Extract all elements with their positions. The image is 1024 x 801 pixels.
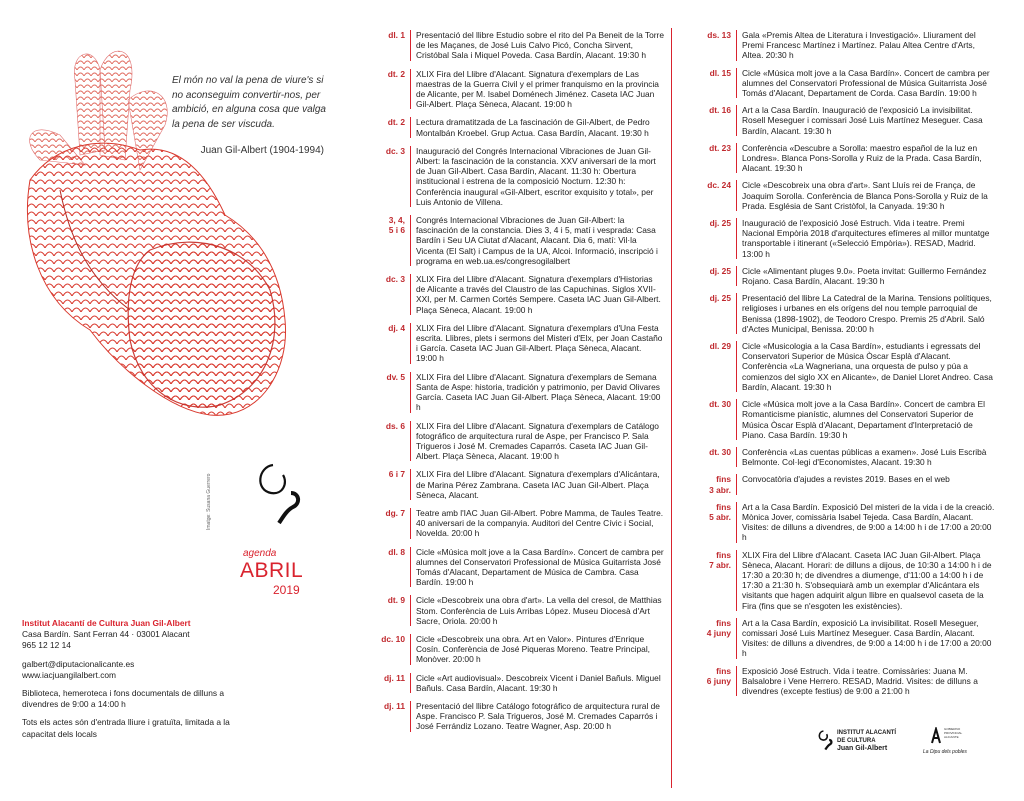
event-row — [678, 666, 996, 697]
entry-note: Tots els actes són d'entrada lliure i gratuïta, limitada a la capacitat dels locals — [22, 717, 230, 739]
event-row — [352, 547, 664, 588]
event-text: Art a la Casa Bardín. Exposició Del misteri de la vida i de la creació. Mònica Jover, comissària Isabel Tejeda. Casa Bardín, Alacant. Visites: de dilluns a divendres, de 9:00 a 14:00 h i de 17:00 a 20:00 h — [742, 501, 995, 543]
event-row — [678, 618, 996, 659]
agenda-year: 2019 — [273, 583, 300, 597]
library-hours: Biblioteca, hemeroteca i fons documentals de dilluns a divendres de 9:00 a 14:00 h — [22, 688, 225, 710]
event-text: Cicle «Alimentant pluges 9.0». Poeta invitat: Guillermo Fernández Rojano. Casa Bardín, Alacant. 19:30 h — [742, 265, 987, 287]
event-date: dl. 1 — [352, 30, 411, 61]
event-text: Cicle «Música molt jove a la Casa Bardín». Concert de cambra El Romanticisme pianístic, alumnes del Conservatori Superior de Música Òscar Esplà d'Alacant, Departament d'Interpretació de Piano. Casa Bardín. 19:30 h — [742, 399, 985, 440]
event-text: Presentació del llibre La Catedral de la Marina. Tensions polítiques, religioses i urbanes en els orígens del nou temple parroquial de Benissa (1898-1902), de Teodoro Crespo. Premis 25 d'Abril. Saló d'Actes Municipal, Benissa. 20:00 h — [742, 293, 992, 334]
event-text: XLIX Fira del Llibre d'Alacant. Signatura d'exemplars de Catálogo fotográfico de arquitectura rural de Aspe, per Francisco P. Sala Trigueros i José M. Cremades Caparrós. Caseta IAC Juan Gil-Albert. Plaça Sèneca, Alacant. 19:00 h — [416, 420, 659, 462]
event-text: Congrés Internacional Vibraciones de Juan Gil-Albert: la fascinación de la constancia. Dies 3, 4 i 5, matí i vesprada: Casa Bardín i Seu UA Ciutat d'Alacant, Alacant. Dia 6, matí: Vil·la Vicenta (El Salt) i Campus de la UA, Alcoi. Informació, inscripció i programa en web.ua.es/congresogilalbert — [416, 215, 658, 266]
event-row — [678, 341, 996, 392]
event-row — [352, 595, 664, 626]
event-date: 3, 4, 5 i 6 — [352, 215, 411, 266]
logo-gov-line1: GOBIERNO — [944, 727, 961, 731]
agenda-month: ABRIL — [240, 559, 304, 582]
event-text: XLIX Fira del Llibre d'Alacant. Signatura d'exemplars d'Historias de Alicante a través del Claustro de las Capuchinas. Siglos XVII-XXI, per M. Carmen Cortés Sempere. Caseta IAC Juan Gil-Albert. Plaça Sèneca, Alacant. 19:00 h — [416, 274, 661, 315]
events-column-1 — [352, 30, 664, 740]
event-date: fins 7 abr. — [678, 550, 737, 611]
agenda-word: agenda — [243, 548, 277, 559]
event-text: Cicle «Descobreix una obra d'art». La vella del cresol, de Matthias Stom. Conferència de Luis Arribas López. Museu Diocesà d'Art Sacre, Oriola. 20:00 h — [416, 595, 662, 626]
event-date: dg. 7 — [352, 508, 411, 539]
org-name: Institut Alacantí de Cultura Juan Gil-Albert — [22, 618, 191, 628]
event-date: dt. 30 — [678, 447, 737, 467]
logo-gov-motto: La Dipu dels pobles — [923, 749, 967, 755]
event-date: dt. 9 — [352, 595, 411, 626]
event-row — [352, 508, 664, 539]
logo-inst-line1: INSTITUT ALACANTÍ — [837, 730, 897, 736]
event-row — [678, 180, 996, 211]
event-text: Cicle «Descobreix una obra d'art». Sant Lluís rei de França, de Joaquim Sorolla. Conferència de Blanca Pons-Sorolla y Ruiz de la Prada. Església de Sant Cristòfol, la Canyada. 19:30 h — [742, 180, 988, 211]
event-row — [352, 274, 664, 315]
event-date: fins 5 abr. — [678, 502, 737, 543]
event-date: dl. 15 — [678, 68, 737, 99]
event-date: dc. 3 — [352, 146, 411, 207]
event-date: dt. 30 — [678, 399, 737, 440]
event-text: XLIX Fira del Llibre d'Alacant. Caseta IAC Juan Gil-Albert. Plaça Sèneca, Alacant. Horari: de dilluns a dijous, de 10:30 a 14:00 h i de 17:30 a 20:30 h; de divendres a diumenge, d'11:00 a 14:00 h i de 17:30 a 21:30 h. S'obsequiarà amb un exemplar d'Alicántara els visitants que hagen adquirit algun llibre en qualsevol caseta de la Fira (fins que se n'esgoten les existències). — [742, 549, 992, 611]
event-text: Cicle «Música molt jove a la Casa Bardín». Concert de cambra per alumnes del Conservatori Professional de Música Guitarrista José Tomás d'Alacant, Departament de Música de Cambra. Casa Bardín. 19:00 h — [416, 546, 664, 588]
event-text: Inauguració del Congrés Internacional Vibraciones de Juan Gil-Albert: la fascinación de la constancia. XXV aniversari de la mort de Juan Gil-Albert. Casa Bardín, Alacant. 11:30 h: Obertura institucional i estrena de la composició Nocturn. 12:30 h: Conferència inaugural «Gil-Albert, escritor exquisito y total», per Luis Antonio de Villena. — [416, 145, 656, 207]
event-date: dv. 5 — [352, 372, 411, 413]
event-text: Presentació del llibre Catálogo fotográfico de arquitectura rural de Aspe. Francisco P. Sala Trigueros, José M. Cremades Caparrós i José Ferrándiz Lozano. Teatre Wagner, Asp. 20:00 h — [416, 700, 660, 732]
event-date: dj. 25 — [678, 293, 737, 334]
event-text: Exposició José Estruch. Vida i teatre. Comissàries: Juana M. Balsalobre i Vene Herrero. RESAD, Madrid. Visites: de dilluns a divendres (excepte festius) de 9:00 a 21:00 h — [742, 665, 978, 696]
event-row — [678, 218, 996, 259]
event-date: dj. 25 — [678, 266, 737, 286]
event-text: XLIX Fira del Llibre d'Alacant. Signatura d'exemplars de Las maestras de la Guerra Civil y el primer franquismo en la provincia de Alicante, per M. Isabel Doménech Jiménez. Caseta IAC Juan Gil-Albert. Plaça Sèneca, Alacant. 19:00 h — [416, 68, 659, 110]
event-date: dc. 10 — [352, 634, 411, 665]
event-text: Inauguració de l'exposició José Estruch. Vida i teatre. Premi Nacional Empòria 2018 d'arquitectures efímeres al millor muntatge transportable i itinerant («Selecció Empòria»). RESAD, Madrid. 13:00 h — [742, 218, 990, 259]
diputacion-logo-icon — [930, 727, 942, 745]
event-row — [352, 372, 664, 413]
logo-gov-line3: ALICANTE — [944, 735, 959, 739]
event-row — [678, 447, 996, 467]
event-date: fins 6 juny — [678, 666, 737, 697]
event-date: dt. 2 — [352, 69, 411, 110]
event-date: dc. 3 — [352, 274, 411, 315]
event-row — [352, 323, 664, 364]
event-date: dj. 11 — [352, 701, 411, 732]
event-row — [352, 30, 664, 61]
event-row — [678, 550, 996, 611]
event-row — [678, 293, 996, 334]
event-date: dl. 8 — [352, 547, 411, 588]
web-link[interactable]: www.iacjuangilalbert.com — [22, 669, 117, 680]
phone: 965 12 12 14 — [22, 640, 71, 651]
event-row — [352, 421, 664, 462]
event-text: Gala «Premis Altea de Literatura i Investigació». Lliurament del Premi Francesc Martínez i Martínez. Palau Altea Centre d'Arts, Altea. 20:30 h — [742, 30, 976, 61]
event-text: Art a la Casa Bardín. Inauguració de l'exposició La invisibilitat. Rosell Meseguer i comissari José Luis Martínez Meseguer. Casa Bardín, Alacant. 19:30 h — [742, 105, 983, 136]
event-text: Teatre amb l'IAC Juan Gil-Albert. Pobre Mamma, de Taules Teatre. 40 aniversari de la companyia. Auditori del Centre Cívic i Social, Novelda. 20:00 h — [416, 507, 664, 539]
event-row — [678, 68, 996, 99]
event-row — [678, 143, 996, 174]
footer-logos — [817, 725, 987, 770]
event-text: Convocatòria d'ajudes a revistes 2019. Bases en el web — [742, 474, 950, 485]
image-credit: Imatge: Susana Guerrero — [206, 473, 212, 530]
event-row — [678, 502, 996, 543]
logo-gov-line2: PROVINCIAL — [944, 731, 963, 735]
event-text: Cicle «Descobreix una obra. Art en Valor». Pintures d'Enrique Cosín. Conferència de José Piqueras Moreno. Teatre Principal, Monòver. 20:00 h — [416, 633, 651, 665]
event-date: dc. 24 — [678, 180, 737, 211]
event-row — [352, 469, 664, 500]
institute-logo-icon — [817, 727, 833, 751]
event-row — [352, 146, 664, 207]
event-text: Lectura dramatitzada de La fascinación de Gil-Albert, de Pedro Montalbán Kroebel. Grup Actua. Casa Bardín, Alacant. 19:30 h — [416, 117, 650, 138]
address: Casa Bardín. Sant Ferran 44 · 03001 Alacant — [22, 629, 190, 640]
event-row — [352, 117, 664, 137]
event-row — [352, 701, 664, 732]
event-date: 6 i 7 — [352, 469, 411, 500]
event-text: XLIX Fira del Llibre d'Alacant. Signatura d'exemplars d'Una Festa escrita. Llibres, plets i sermons del Misteri d'Elx, per Joan Castaño i García. Caseta IAC Juan Gil-Albert. Plaça Sèneca, Alacant. 19:00 h — [416, 322, 663, 364]
event-date: dt. 23 — [678, 143, 737, 174]
contact-info — [22, 618, 242, 740]
event-date: dj. 25 — [678, 218, 737, 259]
event-date: dl. 29 — [678, 341, 737, 392]
event-text: Cicle «Art audiovisual». Descobreix Vicent i Daniel Bañuls. Miguel Bañuls. Casa Bardín, Alacant. 19:30 h — [416, 672, 661, 693]
event-row — [352, 69, 664, 110]
event-text: Presentació del llibre Estudio sobre el rito del Pa Beneit de la Torre de les Maçanes, de José Luis Calvo Picó, Concha Sirvent, Cristóbal Sala i Miquel Poveda. Casa Bardín, Alacant. 19:30 h — [416, 30, 664, 61]
event-row — [352, 215, 664, 266]
event-row — [352, 634, 664, 665]
event-row — [678, 30, 996, 61]
events-column-2 — [678, 30, 996, 703]
event-text: Conferència «Descubre a Sorolla: maestro español de la luz en Londres». Blanca Pons-Sorolla y Ruiz de la Prada. Casa Bardín, Alacant. 19:30 h — [742, 142, 982, 174]
event-row — [678, 266, 996, 286]
event-date: dj. 4 — [352, 323, 411, 364]
quote-author: Juan Gil-Albert (1904-1994) — [200, 145, 324, 156]
event-row — [352, 673, 664, 693]
event-row — [678, 399, 996, 440]
event-row — [678, 474, 996, 494]
logo-inst-line3: Juan Gil-Albert — [837, 745, 888, 752]
event-text: XLIX Fira del Llibre d'Alacant. Signatura d'exemplars d'Alicántara, de Marina Pérez Zambrana. Caseta IAC Juan Gil-Albert. Plaça Sèneca, Alacant. — [416, 469, 660, 500]
event-text: XLIX Fira del Llibre d'Alacant. Signatura d'exemplars de Semana Santa de Aspe: historia, tradición y patrimonio, per David Olivares García. Caseta IAC Juan Gil-Albert. Plaça Sèneca, Alacant. 19:00 h — [416, 371, 661, 413]
event-date: fins 3 abr. — [678, 474, 737, 494]
event-text: Cicle «Musicologia a la Casa Bardín», estudiants i egressats del Conservatori Superior de Música Òscar Esplà d'Alacant. Conferència «La Wagneriana, una orquesta de pulso y púa a comienzos del siglo XX en Alicante», de Daniel Lloret Andreo. Casa Bardín, Alacant. 19:30 h — [742, 341, 993, 392]
email-link[interactable]: galbert@diputacionalicante.es — [22, 658, 135, 669]
column-divider — [671, 28, 672, 788]
quote-text: El món no val la pena de viure's si no aconseguim convertir-nos, per ambició, en alguna cosa que valga la pena de ser viscuda. — [172, 75, 326, 130]
event-text: Cicle «Música molt jove a la Casa Bardín». Concert de cambra per alumnes del Conservatori Professional de Música Guitarrista José Tomás d'Alacant, Departament de Corda. Casa Bardín. 19:00 h — [742, 67, 990, 99]
institute-logo-mark — [253, 455, 303, 525]
event-row — [678, 105, 996, 136]
event-text: Conferència «Las cuentas públicas a examen». José Luis Escribà Belmonte. Col·legi d'Economistes, Alacant. 19:30 h — [742, 446, 987, 468]
event-date: dt. 2 — [352, 117, 411, 137]
event-date: fins 4 juny — [678, 618, 737, 659]
event-date: dj. 11 — [352, 673, 411, 693]
event-date: dt. 16 — [678, 105, 737, 136]
logo-inst-line2: DE CULTURA — [837, 738, 876, 744]
event-date: ds. 6 — [352, 421, 411, 462]
event-text: Art a la Casa Bardín, exposició La invisibilitat. Rosell Meseguer, comissari José Luis Martínez Meseguer. Casa Bardín, Alacant. Visites: de dilluns a divendres, de 9:00 a 14:00 h i de 17:00 a 20:00 h — [742, 617, 992, 659]
quote-block — [172, 74, 336, 159]
event-date: ds. 13 — [678, 30, 737, 61]
